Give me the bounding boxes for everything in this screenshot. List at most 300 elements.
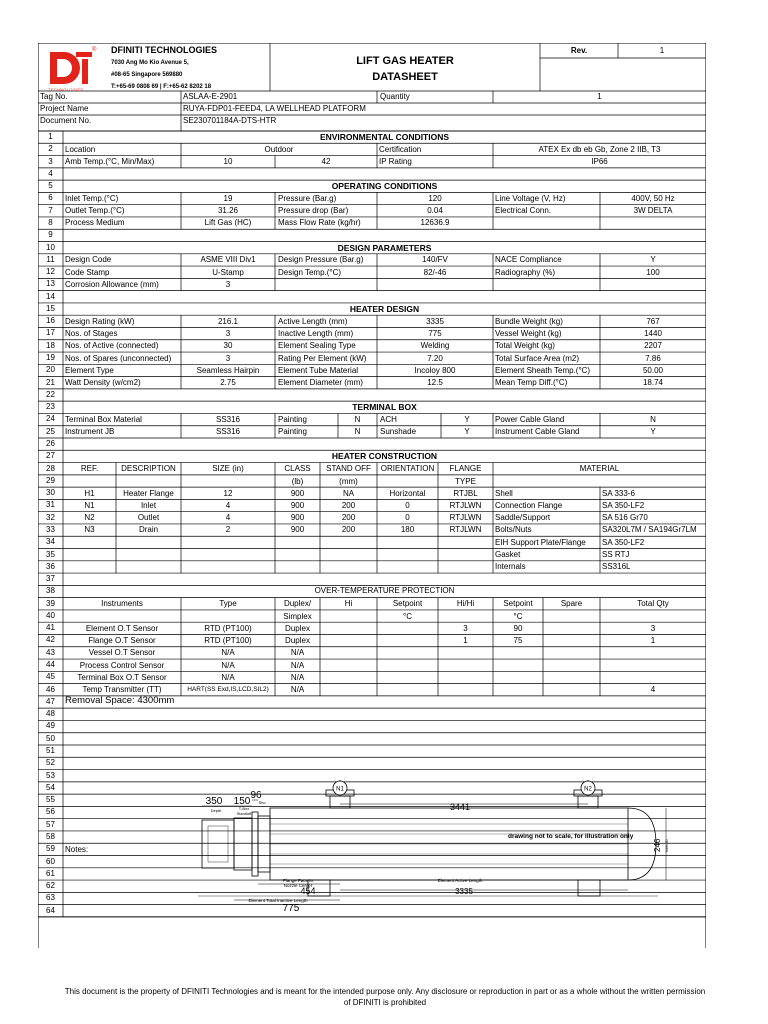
otp-cell: 90 [513,623,523,633]
col-header-flange: FLANGE [449,464,482,474]
param-value: 3335 [426,316,444,326]
terminal-cell: N [650,414,656,424]
param-value: 3 [225,328,231,338]
col-header-orientation: ORIENTATION [380,464,435,474]
col-header-size: SIZE (in) [212,464,244,474]
param-value: 100 [646,267,660,277]
revision-label: Rev. [570,46,588,55]
param-label: Nos. of Spares (unconnected) [65,353,172,363]
otp-header-setpoint: Setpoint [392,599,423,609]
logo-mark-icon [46,49,96,89]
row-number: 21 [46,377,55,387]
row-number: 50 [46,733,55,743]
row-number: 11 [46,254,55,264]
param-value: Incoloy 800 [414,365,456,375]
logo-caption: TECHNOLOGIES [48,87,84,92]
row-number: 62 [46,881,55,891]
param-value: 0.04 [427,206,443,216]
nozzle-cell: 200 [341,500,356,510]
param-label: Vessel Weight (kg) [495,328,562,338]
param-value: 30 [223,341,233,351]
nozzle-cell: 2 [225,525,231,535]
param-label: Line Voltage (V, Hz) [495,193,566,203]
info-label: Document No. [40,116,92,125]
material-label: Saddle/Support [495,513,551,523]
otp-cell: N/A [221,672,235,682]
row-number: 51 [46,746,55,755]
param-value: 2.75 [220,378,236,388]
otp-header-simplex: Simplex [283,612,312,622]
otp-cell: Process Control Sensor [79,660,165,670]
row-number: 35 [46,549,55,559]
inlet-nozzle-shape [330,796,350,808]
nozzle-cell: RTJBL [453,488,478,498]
otp-cell: 3 [650,623,656,633]
material-value: SA 350-LF2 [602,537,645,547]
param-label: Design Pressure (Bar.g) [278,255,364,265]
row-number: 12 [46,267,55,277]
row-number: 46 [46,684,55,694]
dim-3335: 3335 [455,887,473,896]
param-label: Electrical Conn. [495,206,552,216]
terminal-cell: Instrument Cable Gland [495,427,580,437]
col-header-description: DESCRIPTION [121,464,176,474]
param-value: 767 [646,316,660,326]
otp-header-total: Total Qty [637,599,669,609]
nozzle-cell: 4 [225,500,231,510]
env-label: Location [65,144,96,154]
col-header-flange-type: TYPE [455,477,476,487]
terminal-cell: ACH [380,414,397,424]
param-label: Inactive Length (mm) [278,328,354,338]
nozzle-cell: Drain [138,525,159,535]
active-length-label: Element Active Length [437,878,483,883]
document-title-line-2: DATASHEET [372,71,438,83]
section-title-construction: HEATER CONSTRUCTION [331,451,438,462]
col-header-material: MATERIAL [579,464,620,474]
removal-space-label: Removal Space: 4300mm [65,695,175,707]
env-label: IP Rating [379,157,412,167]
env-label: Certification [379,144,422,154]
row-number: 47 [46,696,55,706]
material-label: Connection Flange [495,500,563,510]
otp-header-instruments: Instruments [101,599,143,609]
param-label: Active Length (mm) [278,316,348,326]
nozzle-cell: 200 [341,525,356,535]
dim-350: 350 [205,796,223,807]
env-value: ATEX Ex db eb Gb, Zone 2 IIB, T3 [538,144,661,154]
info-value: ASLAA-E-2901 [183,92,238,101]
material-value: SA 333-6 [602,488,635,498]
nozzle-cell: 0 [405,500,410,510]
flange-face-label: Flange Face to [282,878,314,883]
dim-246: 246 [653,838,662,852]
revision-value: 1 [659,46,665,55]
otp-cell: Terminal Box O.T Sensor [77,672,167,682]
row-number: 15 [46,303,55,313]
sho-label: Sho [258,800,266,805]
row-number: 32 [46,512,55,522]
row-number: 52 [46,758,55,768]
otp-header-hihi: Hi/Hi [456,599,475,609]
param-label: Code Stamp [65,267,110,277]
param-label: Radiography (%) [495,267,556,277]
env-value: Outdoor [264,144,294,154]
param-value: 775 [428,328,442,338]
row-number: 34 [46,537,55,547]
row-number: 18 [46,340,55,350]
param-label: Element Type [65,365,114,375]
company-logo [46,49,96,89]
row-number: 44 [46,660,55,670]
otp-header-setpoint-2-unit: °C [513,612,523,622]
material-value: SA 516 Gr70 [602,513,648,523]
col-header-ref: REF. [80,464,99,474]
param-value: ASME VIII Div1 [200,255,256,265]
row-number: 16 [46,316,55,326]
row-number: 43 [46,647,55,657]
param-value: 31.26 [217,206,239,216]
dim-454: 454 [300,886,316,896]
footer-line-1: This document is the property of DFINITI Technologies and is meant for the intended purpose only. Any disclosure or reproduction in part or as a whole without the written permission [64,987,706,996]
param-value: U-Stamp [212,267,244,277]
param-label: Element Sheath Temp.(°C) [495,365,591,375]
company-address-2: #08-65 Singapore 569880 [111,72,183,78]
row-number: 25 [46,426,55,436]
tbox-label: T-Box [238,806,250,811]
material-label: Gasket [495,550,521,560]
param-label: Outlet Temp.(°C) [65,206,125,216]
section-title-otp: OVER-TEMPERATURE PROTECTION [314,586,455,596]
otp-header-hi: Hi [344,599,353,609]
notes-label: Notes: [65,844,89,854]
material-label: Internals [495,562,526,572]
terminal-box-shape [202,820,234,868]
param-label: Bundle Weight (kg) [495,316,563,326]
terminal-cell: Painting [278,414,307,424]
col-header-standoff: STAND OFF [326,464,371,474]
section-title-heater: HEATER DESIGN [349,303,420,314]
param-label: Design Code [65,255,112,265]
row-number: 29 [46,475,55,485]
param-label: NACE Compliance [495,255,562,265]
param-value: 3 [225,279,231,289]
otp-cell: RTD (PT100) [204,635,252,645]
info-value: RUYA-FDP01-FEED4, LA WELLHEAD PLATFORM [183,104,366,113]
material-label: EIH Support Plate/Flange [495,537,586,547]
row-number: 54 [46,782,55,792]
param-value: Lift Gas (HC) [204,218,252,228]
row-number: 28 [46,463,55,473]
param-label: Inlet Temp.(°C) [65,193,119,203]
row-number: 49 [46,721,55,731]
otp-cell: N/A [290,648,305,658]
row-number: 6 [48,193,53,203]
otp-cell: Duplex [285,635,310,645]
row-number: 30 [46,488,55,498]
param-label: Process Medium [65,218,125,228]
inlet-id-label: Inlet ID [664,839,669,852]
nozzle-cell: RTJLWN [449,525,482,535]
param-label: Element Diameter (mm) [278,378,363,388]
row-number: 59 [46,844,55,854]
row-number: 40 [46,610,55,620]
param-label: Element Sealing Type [278,341,356,351]
param-label: Total Surface Area (m2) [495,353,580,363]
n2-label: N2 [584,786,592,793]
param-value: 82/-46 [423,267,447,277]
row-number: 7 [48,205,53,215]
material-value: SS316L [602,562,631,572]
otp-cell: RTD (PT100) [204,623,252,633]
quantity-value: 1 [597,92,602,101]
row-number: 24 [46,414,55,424]
nozzle-cell: Outlet [137,513,160,523]
otp-cell: Vessel O.T Sensor [88,648,156,658]
col-header-standoff-unit: (mm) [339,477,358,487]
heater-drawing [158,780,706,920]
param-value: 2207 [644,341,662,351]
nozzle-cell: 900 [290,513,305,523]
row-number: 53 [46,770,55,780]
row-number: 61 [46,868,55,878]
param-value: 140/FV [422,255,448,265]
param-value: 7.86 [645,353,661,363]
param-value: 12.5 [427,378,443,388]
row-number: 4 [48,168,53,178]
col-header-class-unit: (lb) [291,477,304,487]
row-number: 60 [46,856,55,866]
flange-shape [234,818,252,870]
nozzle-cell: N3 [84,525,95,535]
otp-header-type: Type [219,599,237,609]
otp-cell: N/A [221,648,235,658]
terminal-cell: SS316 [215,414,241,424]
drawing-note: drawing not to scale, for illustration only [508,833,634,841]
otp-header-setpoint-2: Setpoint [503,599,533,609]
env-value: 42 [321,157,331,167]
nozzle-cell: RTJLWN [449,500,482,510]
nozzle-cell: 900 [290,500,305,510]
section-title-operating: OPERATING CONDITIONS [331,181,438,192]
info-value: SE230701184A-DTS-HTR [183,116,277,125]
terminal-cell: Y [464,427,470,437]
company-contact: T:+65-69 0808 69 | F:+65-62 8202 18 [111,84,212,90]
nozzle-cell: N2 [84,513,95,523]
nozzle-cell: NA [342,488,355,498]
terminal-cell: Sunshade [380,427,417,437]
otp-cell: HART(SS Exd,IS,LCD,SIL2) [187,686,269,694]
otp-cell: N/A [290,685,305,695]
param-label: Corrosion Allowance (mm) [65,279,159,289]
nozzle-center-label: Nozzle Center [283,883,313,888]
row-number: 39 [46,598,55,608]
row-number: 17 [46,328,55,338]
param-label: Mass Flow Rate (kg/hr) [278,218,361,228]
param-value: Seamless Hairpin [196,365,260,375]
logo-registered-mark: ® [92,47,97,53]
row-number: 64 [46,905,55,915]
param-value: Y [650,255,656,265]
nozzle-cell: N1 [84,500,95,510]
otp-cell: 1 [650,635,656,645]
nozzle-cell: Heater Flange [123,488,174,498]
otp-cell: N/A [290,672,305,682]
row-number: 22 [46,389,55,399]
env-value: IP66 [591,157,608,167]
otp-header-spare: Spare [560,599,583,609]
outlet-nozzle-shape [578,796,598,808]
otp-cell: N/A [290,660,305,670]
param-label: Total Weight (kg) [495,341,555,351]
row-number: 37 [46,574,55,584]
terminal-cell: Terminal Box Material [65,414,142,424]
row-number: 42 [46,635,55,645]
param-label: Design Rating (kW) [65,316,135,326]
terminal-cell: Y [464,414,470,424]
env-label: Amb Temp.(°C, Min/Max) [65,157,155,167]
dim-96: 96 [250,790,262,801]
otp-cell: 75 [513,635,523,645]
env-value: 10 [223,157,233,167]
row-number: 57 [46,819,55,829]
param-label: Nos. of Active (connected) [65,341,159,351]
param-value: 18.74 [642,378,664,388]
company-address-1: 7030 Ang Mo Kio Avenue 5, [111,60,189,66]
info-label: Project Name [40,104,89,113]
row-number: 55 [46,795,55,805]
otp-cell: Duplex [285,623,310,633]
nozzle-cell: 900 [290,525,305,535]
col-header-class: CLASS [284,464,311,474]
otp-cell: Temp Transmitter (TT) [82,685,162,695]
row-number: 9 [48,230,53,240]
row-number: 5 [48,181,53,191]
terminal-cell: N [354,414,361,424]
row-number: 1 [48,132,53,141]
material-value: SA320L7M / SA194Gr7LM [602,525,697,535]
row-number: 56 [46,807,55,817]
nozzle-cell: 12 [223,488,233,498]
param-label: Element Tube Material [278,365,359,375]
param-value: 50.00 [642,365,664,375]
param-value: 19 [223,193,233,203]
param-label: Design Temp.(°C) [278,267,342,277]
standoff-label: Standoff [236,811,252,816]
param-label: Nos. of Stages [65,328,118,338]
nozzle-cell: H1 [84,488,95,498]
row-number: 3 [48,156,53,166]
param-value: 1440 [644,328,662,338]
otp-cell: Element O.T Sensor [85,623,159,633]
param-label: Pressure drop (Bar) [278,206,349,216]
info-label: Tag No. [40,92,68,101]
nozzle-cell: Horizontal [389,488,426,498]
otp-cell: 1 [463,635,468,645]
row-number: 19 [46,353,55,363]
depth-label: Depth [210,808,222,813]
terminal-cell: Painting [278,427,307,437]
otp-header-duplex: Duplex/ [283,599,312,609]
inactive-length-label: Element Total Inactive Length [248,898,308,903]
row-number: 41 [46,623,55,633]
nozzle-cell: Inlet [140,500,157,510]
param-label: Mean Temp Diff.(°C) [495,378,568,388]
otp-header-setpoint-unit: °C [403,612,412,622]
row-number: 27 [46,451,55,461]
row-number: 31 [46,500,55,510]
section-title-environmental: ENVIRONMENTAL CONDITIONS [319,132,450,142]
row-number: 33 [46,524,55,534]
row-number: 20 [46,365,55,375]
row-number: 36 [46,561,55,571]
material-label: Shell [495,488,513,498]
param-value: 3 [225,353,231,363]
row-number: 23 [46,402,55,412]
param-value: 120 [428,193,442,203]
row-number: 26 [46,439,55,448]
nozzle-cell: RTJLWN [449,513,482,523]
param-label: Rating Per Element (kW) [278,353,367,363]
otp-cell: 3 [463,623,468,633]
nozzle-cell: 0 [405,513,410,523]
terminal-cell: Instrument JB [65,427,115,437]
row-number: 2 [48,144,53,154]
otp-cell: N/A [221,660,235,670]
material-value: SA 350-LF2 [602,500,645,510]
param-label: Pressure (Bar.g) [278,193,337,203]
section-title-terminal: TERMINAL BOX [352,402,417,413]
param-label: Watt Density (w/cm2) [65,378,141,388]
row-number: 58 [46,831,55,841]
terminal-cell: N [354,427,361,437]
terminal-cell: Power Cable Gland [495,414,565,424]
row-number: 10 [46,242,55,252]
row-number: 45 [46,672,55,682]
nozzle-cell: 200 [341,513,356,523]
nozzle-cell: 180 [400,525,415,535]
param-value: 400V, 50 Hz [631,193,675,203]
document-title-line-1: LIFT GAS HEATER [356,55,454,67]
param-value: 216.1 [217,316,239,326]
otp-cell: Flange O.T Sensor [88,635,156,645]
dim-775: 775 [282,903,300,914]
nozzle-cell: 900 [290,488,305,498]
nozzle-cell: 4 [225,513,231,523]
datasheet [38,43,706,948]
param-value: 3W DELTA [633,206,673,216]
section-title-design: DESIGN PARAMETERS [337,242,432,253]
company-name: DFINITI TECHNOLOGIES [111,45,218,55]
param-value: Welding [420,341,450,351]
material-label: Bolts/Nuts [495,525,532,535]
page-footer [40,986,730,1008]
row-number: 8 [48,217,53,227]
row-number: 14 [46,291,55,301]
row-number: 63 [46,893,55,903]
dim-150: 150 [233,796,251,807]
quantity-label: Quantity [380,92,410,101]
row-number: 38 [46,586,55,596]
row-number: 13 [46,279,55,289]
dim-3441: 3441 [449,802,471,812]
n1-label: N1 [336,786,344,793]
param-value: 7.20 [427,353,443,363]
param-value: 12636.9 [420,218,450,228]
otp-cell: 4 [650,685,656,695]
footer-line-2: of DFINITI is prohibited [343,998,427,1007]
terminal-cell: SS316 [215,427,241,437]
